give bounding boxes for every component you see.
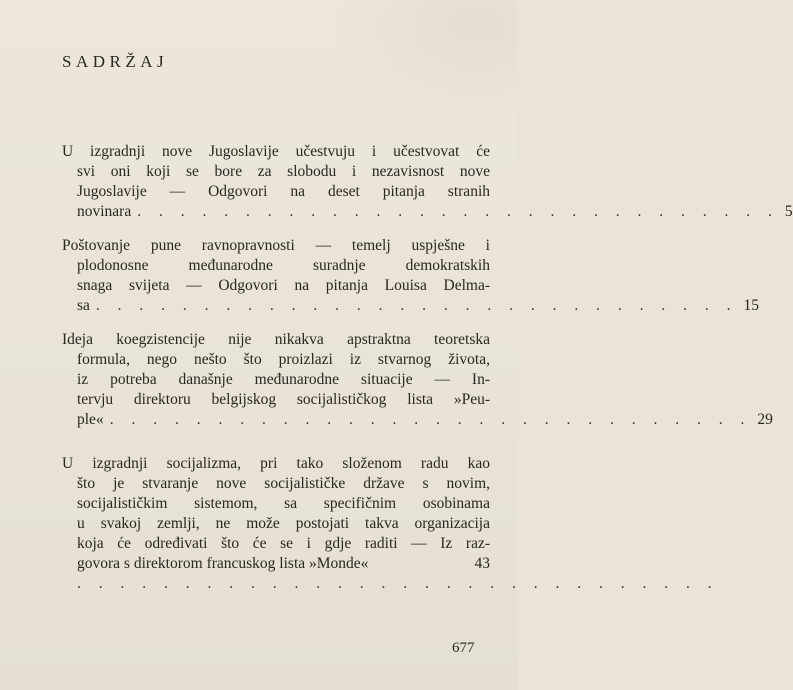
toc-entry-2 [62,236,760,316]
toc-entry-line: iz potreba današnje međunarodne situacije — In- [77,371,490,388]
page-folio-number: 677 [452,640,475,656]
page-number: 15 [743,297,760,314]
toc-entry-line: socijalističkim sistemom, sa specifičnim osobinama [77,495,490,512]
toc-entry-line: formula, nego nešto što proizlazi iz stvarnog života, [77,351,490,368]
dot-leader: . . . . . . . . . . . . . . . . . . . . . . . . . . . . . . [137,203,779,220]
toc-entry-line: svi oni koji se bore za slobodu i nezavisnost nove [77,163,490,180]
dot-leader: . . . . . . . . . . . . . . . . . . . . . . . . . . . . . . [77,575,719,592]
dot-leader: . . . . . . . . . . . . . . . . . . . . . . . . . . . . . . [109,411,752,428]
toc-entry-line: ple« [77,411,104,428]
toc-entry-1 [62,142,793,222]
toc-entry-line: sa [77,297,90,314]
toc-entry-line: što je stvaranje nove socijalističke države s novim, [77,475,490,492]
toc-entry-4 [62,454,719,594]
toc-entry-line: govora s direktorom francuskog lista »Monde« [77,555,369,572]
toc-entry-3 [62,330,773,430]
toc-entry-line: plodonosne međunarodne suradnje demokratskih [77,257,490,274]
page-number: 5 [784,203,793,220]
toc-entry-line: tervju direktoru belgijskog socijalističkog lista »Peu- [77,391,490,408]
toc-entry-line: Poštovanje pune ravnopravnosti — temelj uspješne i [62,237,490,254]
toc-entry-line: Jugoslavije — Odgovori na deset pitanja stranih [77,183,490,200]
show-through-text-shadow [327,0,517,120]
page-number: 43 [474,555,490,572]
contents-heading: SADRŽAJ [62,52,169,71]
toc-entry-line: U izgradnji socijalizma, pri tako složenom radu kao [62,455,490,472]
toc-entry-line: Ideja koegzistencije nije nikakva apstraktna teoretska [62,331,490,348]
page-number: 29 [757,411,773,428]
toc-entry-line: u svakoj zemlji, ne može postojati takva organizacija [77,515,490,532]
toc-entry-line: U izgradnji nove Jugoslavije učestvuju i učestvovat će [62,143,490,160]
toc-entry-line: novinara [77,203,132,220]
dot-leader: . . . . . . . . . . . . . . . . . . . . . . . . . . . . . . [95,297,738,314]
toc-entry-line: koja će određivati što će se i gdje raditi — Iz raz- [77,535,490,552]
toc-entry-line: snaga svijeta — Odgovori na pitanja Louisa Delma- [77,277,490,294]
